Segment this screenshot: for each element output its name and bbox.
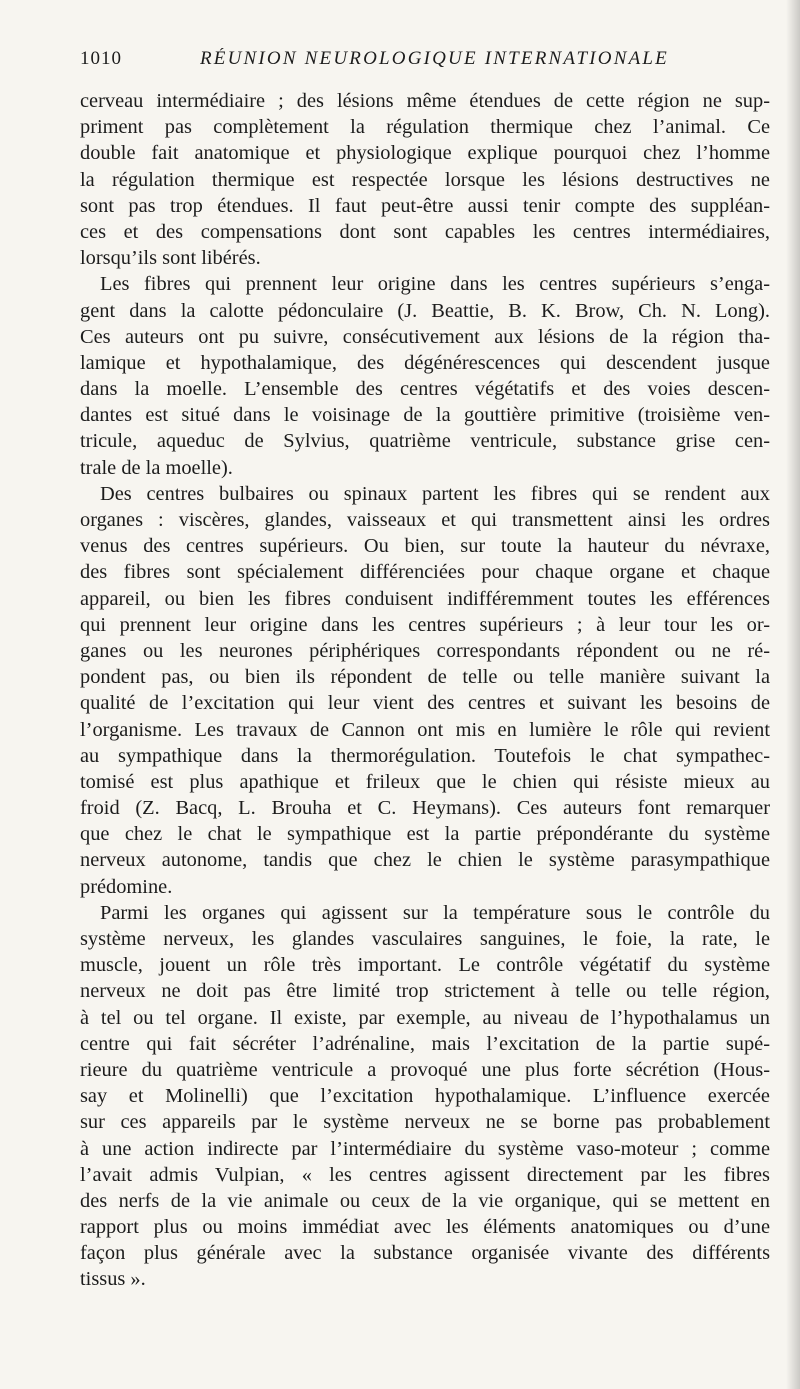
paragraph: [80, 271, 770, 481]
text-line: organes : viscères, glandes, vaisseaux et qui transmettent ainsi les ordres: [80, 509, 770, 531]
text-line: ces et des compensations dont sont capables les centres intermédiaires,: [80, 220, 770, 243]
text-line: dans la moelle. L’ensemble des centres végétatifs et des voies descen-: [80, 378, 770, 401]
text-line: Parmi les organes qui agissent sur la température sous le contrôle du: [100, 901, 770, 924]
text-line: Ces auteurs ont pu suivre, consécutivement aux lésions de la région tha-: [80, 325, 770, 348]
text-line: nerveux autonome, tandis que chez le chien le système parasympathique: [80, 849, 770, 872]
text-line: au sympathique dans la thermorégulation. Toutefois le chat sympathec-: [80, 744, 770, 767]
page-edge-shadow: [786, 0, 800, 1389]
page-number: 1010: [80, 48, 122, 69]
text-line: Des centres bulbaires ou spinaux partent les fibres qui se rendent aux: [100, 482, 770, 505]
text-line: tissus ».: [80, 1268, 146, 1291]
text-line: sont pas trop étendues. Il faut peut-être aussi tenir compte des suppléan-: [80, 194, 770, 217]
text-line: tomisé est plus apathique et frileux que le chien qui résiste mieux au: [80, 770, 770, 793]
text-line: à tel ou tel organe. Il existe, par exemple, au niveau de l’hypothalamus un: [80, 1006, 770, 1029]
text-line: dantes est situé dans le voisinage de la gouttière primitive (troisième ven-: [80, 404, 770, 427]
text-line: qui prennent leur origine dans les centres supérieurs ; à leur tour les or-: [80, 613, 770, 636]
text-line: système nerveux, les glandes vasculaires sanguines, le foie, la rate, le: [80, 928, 770, 950]
text-line: appareil, ou bien les fibres conduisent indifféremment toutes les efférences: [80, 587, 770, 610]
text-line: nerveux ne doit pas être limité trop strictement à telle ou telle région,: [80, 980, 770, 1003]
text-line: cerveau intermédiaire ; des lésions même étendues de cette région ne sup-: [80, 90, 770, 112]
paragraph: [80, 481, 770, 900]
paragraph: [80, 900, 770, 1293]
text-line: la régulation thermique est respectée lorsque les lésions destructives ne: [80, 168, 770, 191]
text-line: pondent pas, ou bien ils répondent de telle ou telle manière suivant la: [80, 666, 770, 689]
text-line: à une action indirecte par l’intermédiaire du système vaso-moteur ; comme: [80, 1137, 770, 1160]
text-line: lamique et hypothalamique, des dégénérescences qui descendent jusque: [80, 351, 770, 374]
body-text: [80, 88, 770, 1293]
text-line: say et Molinelli) que l’excitation hypothalamique. L’influence exercée: [80, 1085, 770, 1108]
text-line: qualité de l’excitation qui leur vient des centres et suivant les besoins de: [80, 692, 770, 715]
text-line: ganes ou les neurones périphériques correspondants répondent ou ne ré-: [80, 639, 770, 662]
text-line: façon plus générale avec la substance organisée vivante des différents: [80, 1242, 770, 1265]
text-line: que chez le chat le sympathique est la partie prépondérante du système: [80, 823, 770, 846]
text-line: rapport plus ou moins immédiat avec les éléments anatomiques ou d’une: [80, 1216, 770, 1239]
text-line: froid (Z. Bacq, L. Brouha et C. Heymans). Ces auteurs font remarquer: [80, 797, 770, 820]
text-line: centre qui fait sécréter l’adrénaline, mais l’excitation de la partie supé-: [80, 1032, 770, 1055]
text-line: priment pas complètement la régulation thermique chez l’animal. Ce: [80, 116, 770, 139]
text-line: trale de la moelle).: [80, 456, 233, 479]
text-line: muscle, jouent un rôle très important. Le contrôle végétatif du système: [80, 954, 770, 977]
text-line: Les fibres qui prennent leur origine dans les centres supérieurs s’enga-: [100, 273, 770, 296]
running-title: RÉUNION NEUROLOGIQUE INTERNATIONALE: [200, 48, 669, 69]
text-line: sur ces appareils par le système nerveux ne se borne pas probablement: [80, 1111, 770, 1134]
page-header: [80, 48, 770, 78]
text-line: l’avait admis Vulpian, « les centres agissent directement par les fibres: [80, 1163, 770, 1186]
text-line: l’organisme. Les travaux de Cannon ont mis en lumière le rôle qui revient: [80, 718, 770, 741]
text-line: gent dans la calotte pédonculaire (J. Beattie, B. K. Brow, Ch. N. Long).: [80, 299, 770, 322]
text-line: venus des centres supérieurs. Ou bien, sur toute la hauteur du névraxe,: [80, 535, 770, 558]
text-line: lorsqu’ils sont libérés.: [80, 247, 261, 270]
text-line: des nerfs de la vie animale ou ceux de la vie organique, qui se mettent en: [80, 1189, 770, 1212]
text-line: rieure du quatrième ventricule a provoqué une plus forte sécrétion (Hous-: [80, 1058, 770, 1081]
text-line: des fibres sont spécialement différenciées pour chaque organe et chaque: [80, 561, 770, 584]
text-line: double fait anatomique et physiologique explique pourquoi chez l’homme: [80, 142, 770, 165]
text-line: tricule, aqueduc de Sylvius, quatrième ventricule, substance grise cen-: [80, 430, 770, 453]
paragraph: [80, 88, 770, 271]
text-line: prédomine.: [80, 875, 173, 898]
